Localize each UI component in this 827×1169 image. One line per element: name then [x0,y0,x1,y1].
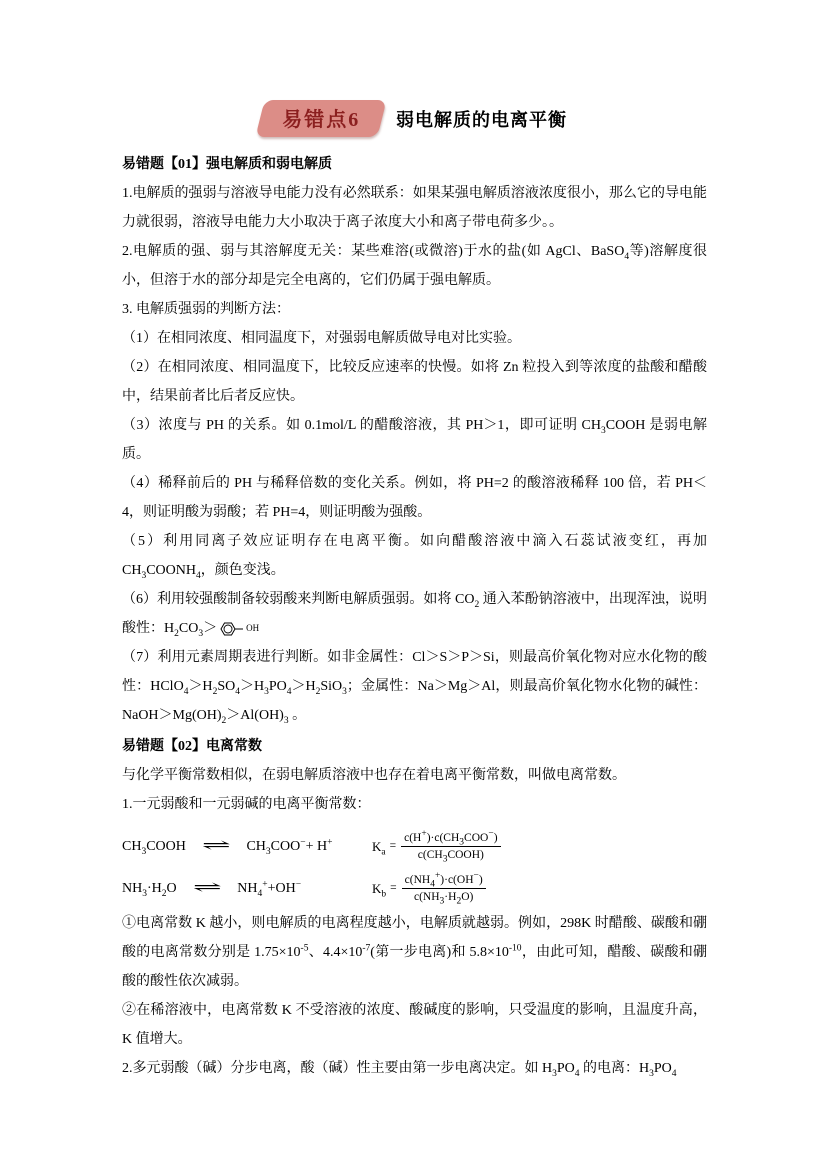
paragraph-solubility: 2.电解质的强、弱与其溶解度无关：某些难溶(或微溶)于水的盐(如 AgCl、BaSO$_4$等)溶解度很小，但溶于水的部分却是完全电离的，它们仍属于强电解质。 [122,244,707,288]
ka-label: $K_a$ [372,838,386,858]
kb-denominator: $c(NH_3\cdot H_2O)$ [414,890,474,906]
equilibrium-arrow: ⇌ [201,837,231,854]
kb-fraction [402,870,486,906]
paragraph-judge-methods: 3. 电解质强弱的判断方法： [122,302,290,317]
kb-expression [372,870,486,906]
paragraph-k-small: ①电离常数 K 越小，则电解质的电离程度越小，电解质就越弱。例如，298K 时醋酸、碳酸和硼酸的电离常数分别是 $1.75\times 10^{-5}$、$4.4\times 10^{-7}$(第一步电离)和 $5.8\times 10^{-10}$，由此可知，醋酸、碳酸和硼酸的酸性依次减弱。 [122,916,707,989]
paragraph-conductivity: 1.电解质的强弱与溶液导电能力没有必然联系：如果某强电解质溶液浓度很小，那么它的导电能力就很弱，溶液导电能力大小取决于离子浓度大小和离子带电荷多少。。 [122,186,707,230]
paragraph-method-4: （4）稀释前后的 PH 与稀释倍数的变化关系。例如，将 PH=2 的酸溶液稀释 100 倍，若 PH＜4，则证明酸为弱酸；若 PH=4，则证明酸为强酸。 [122,476,707,520]
equation-ammonia [122,867,707,909]
paragraph-k-temperature: ②在稀溶液中，电离常数 K 不受溶液的浓度、酸碱度的影响，只受温度的影响，且温度升高，K 值增大。 [122,1003,707,1047]
paragraph-method-1: （1）在相同浓度、相同温度下，对强弱电解质做导电对比实验。 [122,331,521,346]
page-title: 弱电解质的电离平衡 [396,109,567,130]
reaction-ammonia [122,874,362,903]
phenol-structure-icon [219,620,259,638]
paragraph-method-3: （3）浓度与 PH 的关系。如 0.1mol/L 的醋酸溶液，其 PH＞1，即可证明 $CH_3COOH$ 是弱电解质。 [122,418,707,462]
paragraph-polyprotic: 2.多元弱酸（碱）分步电离，酸（碱）性主要由第一步电离决定。如 $H_3PO_4$ 的电离：$H_3PO_4$ [122,1061,677,1079]
section2-heading: 易错题【02】电离常数 [122,739,262,754]
kb-label: $K_b$ [372,880,387,900]
paragraph-method-5: （5）利用同离子效应证明存在电离平衡。如向醋酸溶液中滴入石蕊试液变红，再加$CH_3COONH_4$，颜色变浅。 [122,534,707,581]
equals-sign: = [390,881,397,894]
paragraph-method-6-text: （6）利用较强酸制备较弱酸来判断电解质强弱。如将 $CO_2$ 通入苯酚钠溶液中，出现浑浊，说明酸性：$H_2CO_3>$ [122,592,707,639]
equilibrium-arrow: ⇌ [192,879,222,896]
reactant-aceticacid: $CH_3COOH$ [122,838,186,857]
ka-expression [372,828,501,864]
kb-numerator: $c(NH_4^+)\cdot c(OH^-)$ [402,873,486,889]
products-acetate: $CH_3COO^-+ H^+$ [246,836,333,857]
topic-ribbon [255,100,386,137]
reactant-ammonia: $NH_3\cdot H_2O$ [122,880,177,899]
title-banner [0,100,827,137]
paragraph-method-7: （7）利用元素周期表进行判断。如非金属性：Cl＞S＞P＞Si，则最高价氧化物对应水化物的酸性：$HClO_4>H_2SO_4>H_3PO_4>H_2SiO_3$；金属性：Na＞Mg＞Al，则最高价氧化物水化物的碱性：$NaOH>Mg(OH)_2>Al(OH)_3$ 。 [122,650,707,726]
products-ammonium: $NH_4^++OH^-$ [237,878,302,899]
paragraph-monoacid: 1.一元弱酸和一元弱碱的电离平衡常数： [122,797,371,812]
document-body [122,150,707,1083]
ka-denominator: $c(CH_3COOH)$ [417,848,484,864]
paragraph-kintro: 与化学平衡常数相似，在弱电解质溶液中也存在着电离平衡常数，叫做电离常数。 [122,768,626,783]
equals-sign: = [389,839,397,852]
paragraph-method-6 [122,585,707,643]
ka-fraction [401,828,500,864]
topic-label: 易错点6 [282,109,361,131]
phenol-oh-label: OH [246,623,260,634]
reaction-acetic [122,832,362,861]
ka-numerator: $c(H^+)\cdot c(CH_3COO^-)$ [401,831,500,847]
equation-acetic-acid [122,825,707,867]
section1-heading: 易错题【01】强电解质和弱电解质 [122,157,332,172]
paragraph-method-2: （2）在相同浓度、相同温度下，比较反应速率的快慢。如将 Zn 粒投入到等浓度的盐酸和醋酸中，结果前者比后者反应快。 [122,360,707,404]
